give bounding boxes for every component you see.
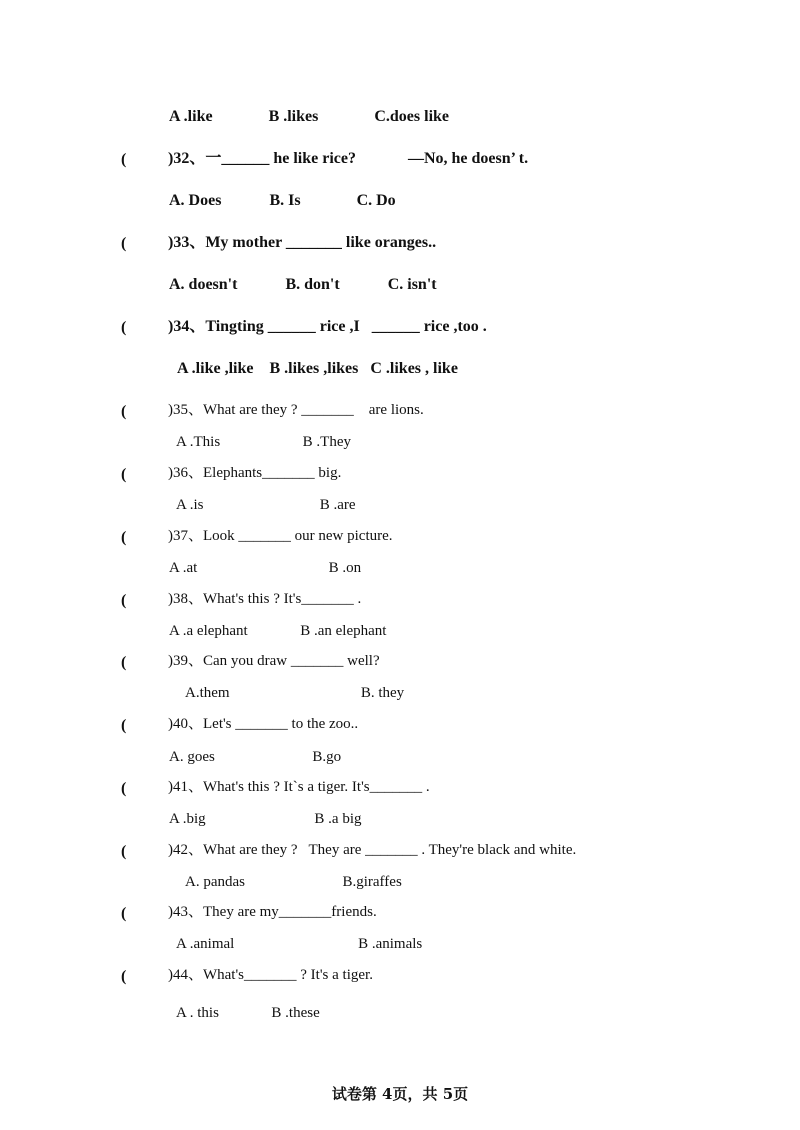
q38-answer-paren: (	[121, 592, 127, 609]
q39-question: )39、Can you draw _______ well?	[168, 653, 380, 669]
q40-question: )40、Let's _______ to the zoo..	[168, 716, 359, 732]
q37-options: A .at B .on	[169, 560, 362, 576]
q42-answer-paren: (	[121, 843, 127, 860]
q32-options: A. Does B. Is C. Do	[169, 192, 396, 209]
q36-answer-paren: (	[121, 466, 127, 483]
q43-answer-paren: (	[121, 905, 127, 922]
q41-answer-paren: (	[121, 780, 127, 797]
q42-options: A. pandas B.giraffes	[185, 874, 402, 890]
q38-options: A .a elephant B .an elephant	[169, 623, 387, 639]
q44-question: )44、What's_______ ? It's a tiger.	[168, 967, 373, 983]
q33-question: )33、My mother _______ like oranges..	[168, 234, 437, 251]
q34-answer-paren: (	[121, 319, 127, 336]
q44-answer-paren: (	[121, 968, 127, 985]
q32-question: )32、一______ he like rice? —No, he doesn’ t.	[168, 150, 529, 167]
q34-question: )34、Tingting ______ rice ,I ______ rice ,too .	[168, 318, 487, 335]
q44-options: A . this B .these	[176, 1005, 320, 1021]
q41-question: )41、What's this ? It`s a tiger. It's_______ .	[168, 779, 430, 795]
q31-options: A .like B .likes C.does like	[169, 108, 450, 125]
q36-question: )36、Elephants_______ big.	[168, 465, 342, 481]
q33-options: A. doesn't B. don't C. isn't	[169, 276, 437, 293]
page-footer: 试卷第 4页，共 5页	[331, 1085, 469, 1103]
q37-answer-paren: (	[121, 529, 127, 546]
q35-options: A .This B .They	[176, 434, 351, 450]
q43-question: )43、They are my_______friends.	[168, 904, 377, 920]
q43-options: A .animal B .animals	[176, 936, 423, 952]
q37-question: )37、Look _______ our new picture.	[168, 528, 393, 544]
q38-question: )38、What's this ? It's_______ .	[168, 591, 362, 607]
q35-answer-paren: (	[121, 403, 127, 420]
q39-options: A.them B. they	[185, 685, 405, 701]
q41-options: A .big B .a big	[169, 811, 362, 827]
q36-options: A .is B .are	[176, 497, 356, 513]
q40-options: A. goes B.go	[169, 749, 342, 765]
q42-question: )42、What are they ? They are _______ . They're black and white.	[168, 842, 577, 858]
q34-options: A .like ,like B .likes ,likes C .likes , like	[177, 360, 458, 377]
q35-question: )35、What are they ? _______ are lions.	[168, 402, 424, 418]
q33-answer-paren: (	[121, 235, 127, 252]
q40-answer-paren: (	[121, 717, 127, 734]
q39-answer-paren: (	[121, 654, 127, 671]
q32-answer-paren: (	[121, 151, 127, 168]
